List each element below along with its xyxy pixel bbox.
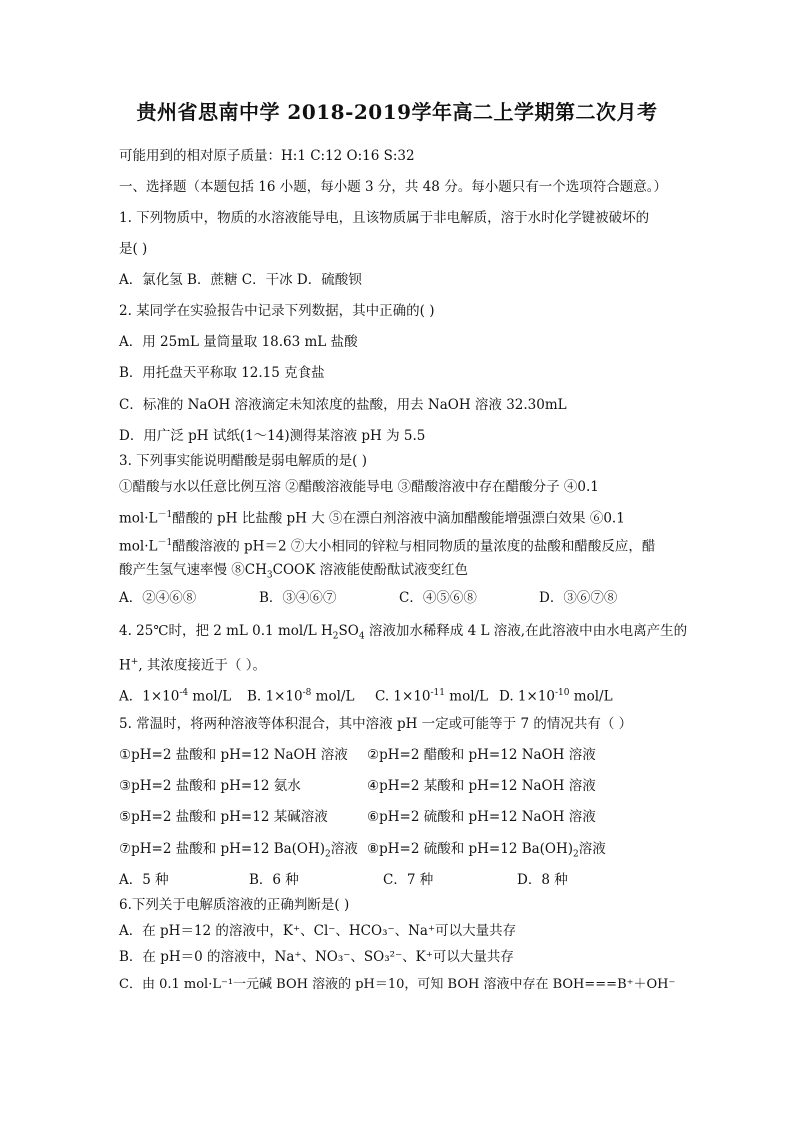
q4-ion-charge: +: [130, 657, 139, 667]
q5-stem: 5. 常温时，将两种溶液等体积混合，其中溶液 pH 一定或可能等于 7 的情况共有（ ）: [119, 716, 633, 732]
q5-item-7-sub: 2: [325, 849, 331, 860]
q5-item-8-end: 溶液: [578, 841, 606, 857]
q4-option-d-pre: D. 1×10: [499, 688, 556, 705]
q5-options: [119, 871, 568, 889]
q5-item-3: ③pH=2 盐酸和 pH=12 氨水: [119, 778, 301, 794]
q5-item-6: ⑥pH=2 硫酸和 pH=12 NaOH 溶液: [367, 809, 596, 825]
q3-line-4-text: 酸产生氢气速率慢 ⑧CH: [119, 562, 267, 578]
q4-option-a-exp: -4: [179, 688, 189, 698]
q5-item-8-sub: 2: [573, 849, 579, 860]
q4-sub-2: 4: [358, 631, 365, 642]
q5-item-2: ②pH=2 醋酸和 pH=12 NaOH 溶液: [367, 747, 596, 763]
q4-stem-cont-text: , 其浓度接近于（ ）。: [138, 657, 266, 674]
q5-row-4: [119, 840, 606, 864]
q1-stem-cont: 是( ): [119, 241, 148, 257]
q5-option-d: D．8 种: [517, 872, 568, 888]
q4-option-c: [375, 684, 499, 706]
q5-item-7: [119, 840, 367, 864]
q3-line-2: [119, 506, 625, 528]
q3-line-2-exp: －1: [157, 510, 173, 520]
q3-options: [119, 589, 617, 607]
q3-line-3-text: 醋酸溶液的 pH＝2 ⑦大小相同的锌粒与相同物质的量浓度的盐酸和醋酸反应，醋: [172, 538, 656, 555]
q6-option-b: B．在 pH＝0 的溶液中，Na⁺、NO₃⁻、SO₃²⁻、K⁺可以大量共存: [119, 949, 514, 965]
q4-option-a: [119, 684, 247, 706]
q4-option-b: [247, 684, 375, 706]
q4-option-b-post: mol/L: [311, 688, 355, 705]
q3-line-4: [119, 561, 468, 585]
q4-option-c-pre: C. 1×10: [375, 688, 431, 705]
q4-option-c-post: mol/L: [445, 688, 489, 705]
q5-item-7-end: 溶液: [330, 841, 358, 857]
q5-item-5: ⑤pH=2 盐酸和 pH=12 某碱溶液: [119, 809, 328, 825]
q3-line-3-exp: －1: [157, 538, 173, 548]
q3-option-b: B．③④⑥⑦: [259, 590, 337, 606]
q3-line-4-end: COOK 溶液能使酚酞试液变红色: [272, 562, 468, 578]
q3-option-d: D．③⑥⑦⑧: [539, 590, 618, 606]
q2-stem: 2. 某同学在实验报告中记录下列数据，其中正确的( ): [119, 303, 435, 319]
q6-option-a: A．在 pH＝12 的溶液中，K⁺、Cl⁻、HCO₃⁻、Na⁺可以大量共存: [119, 923, 517, 939]
q4-sub-1: 2: [332, 631, 339, 642]
q4-stem-so: SO: [338, 623, 359, 639]
q4-option-d-post: mol/L: [569, 688, 613, 705]
q1-options: A．氯化氢 B．蔗糖 C．干冰 D．硫酸钡: [119, 272, 362, 288]
q4-option-d-exp: -10: [555, 688, 570, 698]
q4-option-b-pre: B. 1×10: [247, 688, 303, 705]
q4-option-d: [499, 684, 613, 706]
q4-option-a-pre: A．1×10: [119, 688, 180, 705]
q5-option-c: C．7 种: [383, 872, 434, 888]
section-heading: 一、选择题（本题包括 16 小题，每小题 3 分，共 48 分。每小题只有一个选项符合题意。）: [119, 179, 667, 195]
q2-option-c: C．标准的 NaOH 溶液滴定未知浓度的盐酸，用去 NaOH 溶液 32.30mL: [119, 397, 567, 413]
q6-option-c: C．由 0.1 mol·L⁻¹一元碱 BOH 溶液的 pH＝10，可知 BOH 溶液中存在 BOH===B⁺＋OH⁻: [119, 977, 676, 992]
q5-item-8: [367, 841, 606, 860]
q3-line-3-unit: mol·L: [119, 538, 158, 555]
q4-stem-end: 溶液加水稀释成 4 L 溶液,在此溶液中由水电离产生的: [364, 623, 688, 639]
q3-stem: 3. 下列事实能说明醋酸是弱电解质的是( ): [119, 453, 367, 469]
q3-line-3: [119, 534, 655, 556]
q3-line-4-sub: 3: [266, 570, 273, 581]
q3-option-c: C．④⑤⑥⑧: [399, 590, 477, 606]
q3-line-2-unit: mol·L: [119, 510, 158, 527]
q4-option-c-exp: -11: [430, 688, 446, 698]
q4-stem-cont: [119, 653, 266, 675]
q5-option-a: A．5 种: [119, 872, 169, 888]
q3-option-a: A．②④⑥⑧: [119, 590, 197, 606]
q6-stem: 6.下列关于电解质溶液的正确判断是( ): [119, 897, 350, 913]
q4-option-b-exp: -8: [302, 688, 312, 698]
q5-option-b: B．6 种: [249, 872, 299, 888]
q4-option-a-post: mol/L: [188, 688, 232, 705]
q5-item-1: ①pH=2 盐酸和 pH=12 NaOH 溶液: [119, 747, 348, 763]
atomic-masses-line: 可能用到的相对原子质量：H:1 C:12 O:16 S:32: [119, 148, 415, 164]
q5-row-1: [119, 746, 596, 764]
q1-stem: 1. 下列物质中，物质的水溶液能导电，且该物质属于非电解质，溶于水时化学键被破坏的: [119, 210, 650, 226]
q4-ion: H: [119, 657, 131, 674]
q5-row-2: [119, 777, 596, 795]
q2-option-b: B．用托盘天平称取 12.15 克食盐: [119, 365, 325, 381]
q5-item-4: ④pH=2 某酸和 pH=12 NaOH 溶液: [367, 778, 596, 794]
q3-line-2-text: 醋酸的 pH 比盐酸 pH 大 ⑤在漂白剂溶液中滴加醋酸能增强漂白效果 ⑥0.1: [172, 510, 625, 527]
q4-stem: [119, 622, 687, 646]
q2-option-a: A．用 25mL 量筒量取 18.63 mL 盐酸: [119, 334, 358, 350]
q4-stem-text: 4. 25℃时，把 2 mL 0.1 mol/L H: [119, 623, 333, 639]
q3-line-1: ①醋酸与水以任意比例互溶 ②醋酸溶液能导电 ③醋酸溶液中存在醋酸分子 ④0.1: [119, 479, 599, 495]
q5-row-3: [119, 808, 596, 826]
q5-item-8-text: ⑧pH=2 硫酸和 pH=12 Ba(OH): [367, 841, 574, 857]
q5-item-7-text: ⑦pH=2 盐酸和 pH=12 Ba(OH): [119, 841, 326, 857]
q4-options: [119, 684, 613, 706]
q2-option-d: D．用广泛 pH 试纸(1～14)测得某溶液 pH 为 5.5: [119, 428, 426, 444]
page-title: 贵州省思南中学 2018-2019学年高二上学期第二次月考: [136, 100, 658, 124]
